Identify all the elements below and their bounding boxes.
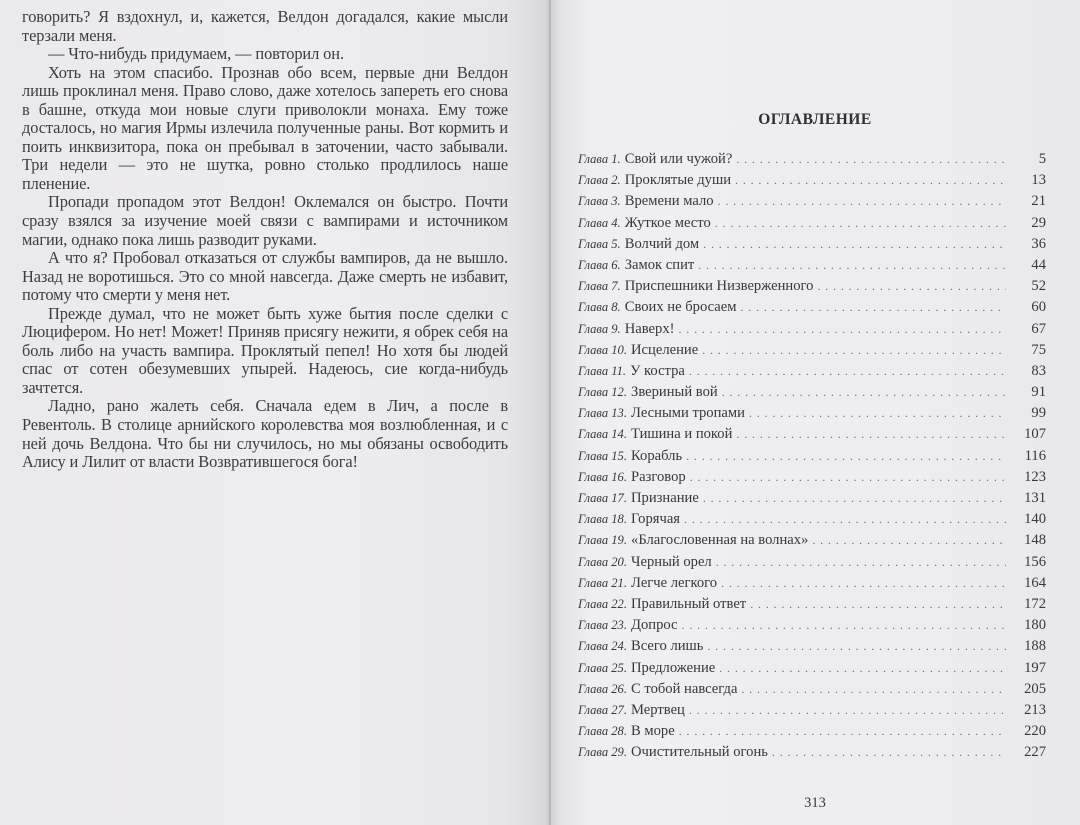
chapter-number: Глава 3. [578,194,621,209]
chapter-title: Своих не бросаем [624,299,737,316]
leader-dots [679,721,1006,742]
leader-dots [703,488,1006,509]
chapter-number: Глава 1. [578,152,621,166]
chapter-title: Черный орел [631,553,712,570]
chapter-page: 83 [1031,362,1046,379]
toc-entry [578,276,1046,297]
chapter-title: С тобой навсегда [631,680,738,697]
leader-dots [735,170,1006,191]
leader-dots [721,573,1006,594]
toc-entry [578,552,1046,573]
chapter-page: 91 [1031,384,1046,401]
chapter-page: 107 [1024,426,1046,443]
chapter-number: Глава 15. [578,448,628,463]
chapter-title: Допрос [631,617,678,634]
toc-entry [578,403,1046,424]
chapter-title: Наверх! [624,320,675,337]
toc-entry [578,615,1046,636]
chapter-title: В море [631,723,675,740]
toc-entry [578,488,1046,509]
leader-dots [703,234,1006,255]
toc-entry [578,297,1046,318]
chapter-number: Глава 22. [578,596,628,611]
chapter-number: Глава 25. [578,660,628,675]
leader-dots [772,742,1006,763]
chapter-page: 213 [1024,701,1046,718]
chapter-number: Глава 5. [578,236,621,251]
chapter-title: Жуткое место [624,214,711,231]
toc-entry [578,700,1046,721]
page-number: 313 [804,795,826,811]
chapter-title: Звериный вой [631,384,718,401]
chapter-page: 116 [1024,447,1046,464]
chapter-page: 29 [1031,214,1046,231]
chapter-title: Очистительный огонь [631,744,768,761]
chapter-page: 205 [1024,680,1046,697]
chapter-title: Горячая [631,511,681,528]
paragraph: А что я? Пробовал отказаться от службы вампиров, да не вышло. Назад не воротишься. Это со мной навсегда. Даже смерть не избавит, потому что смерти у меня нет. [22,248,508,305]
toc-entry [578,255,1046,276]
chapter-title: У костра [630,362,685,379]
chapter-number: Глава 12. [578,385,628,400]
toc-entry [578,573,1046,594]
leader-dots [750,594,1006,615]
toc-entry [578,721,1046,742]
chapter-number: Глава 13. [578,406,628,421]
leader-dots [686,446,1006,467]
chapter-page: 131 [1024,490,1046,506]
paragraph: Ладно, рано жалеть себя. Сначала едем в Лич, а после в Ревентоль. В столице арнийского королевства моя возлюбленная, и с ней дочь Велдона. Что бы ни случилось, но мы обязаны освободить Алису и Лилит от власти Возвратившегося бога! [22,396,508,472]
chapter-title: Предложение [631,659,716,676]
chapter-number: Глава 4. [578,215,621,230]
toc-entry [578,149,1046,170]
chapter-number: Глава 21. [578,575,628,590]
toc-entry [578,509,1046,530]
toc-entry [578,530,1046,551]
leader-dots [682,615,1006,636]
toc-entry [578,361,1046,382]
toc-entry [578,446,1046,467]
chapter-page: 75 [1031,341,1046,358]
chapter-number: Глава 28. [578,724,628,739]
chapter-number: Глава 29. [578,745,628,760]
leader-dots [736,149,1006,170]
chapter-number: Глава 16. [578,469,628,484]
toc-entry [578,213,1046,234]
chapter-page: 21 [1031,193,1046,210]
leader-dots [812,530,1006,551]
toc-entry [578,234,1046,255]
table-of-contents [578,149,1046,763]
chapter-page: 220 [1024,723,1046,740]
chapter-title: Признание [631,490,699,506]
chapter-number: Глава 27. [578,702,628,717]
chapter-number: Глава 20. [578,554,628,569]
leader-dots [707,636,1006,657]
chapter-page: 188 [1024,638,1046,655]
leader-dots [690,467,1006,488]
chapter-title: Исцеление [631,341,699,358]
chapter-page: 123 [1024,468,1046,485]
chapter-number: Глава 17. [578,491,628,505]
chapter-number: Глава 14. [578,427,628,442]
chapter-page: 156 [1024,553,1046,570]
chapter-number: Глава 2. [578,173,621,188]
leader-dots [741,679,1006,700]
leader-dots [689,361,1006,382]
leader-dots [740,297,1006,318]
paragraph: Пропади пропадом этот Велдон! Оклемался он быстро. Почти сразу взялся за изучение моей связи с вампирами и источником магии, однако пока лишь разводит руками. [22,192,508,249]
chapter-title: Разговор [631,468,686,485]
chapter-number: Глава 26. [578,681,628,696]
chapter-title: «Благословенная на волнах» [631,532,809,549]
chapter-title: Замок спит [624,256,695,273]
chapter-number: Глава 8. [578,300,621,315]
leader-dots [689,700,1006,721]
leader-dots [817,276,1006,297]
toc-entry [578,594,1046,615]
chapter-page: 140 [1024,511,1046,528]
paragraph: Хоть на этом спасибо. Прознав обо всем, первые дни Велдон лишь проклинал меня. Право слово, даже хотелось запереть его снова в башне, откуда мои новые слуги приволокли монаха. Ему тоже досталось, но магия Ирмы излечила полученные раны. Вот кормить и поить инквизитора, пока он пребывал в заточении, часто забывали. Три недели — это не шутка, ровно столько продлилось наше пленение. [22,62,508,193]
chapter-title: Корабль [631,447,683,464]
chapter-page: 227 [1024,744,1046,761]
chapter-number: Глава 24. [578,639,628,654]
leader-dots [719,658,1006,679]
chapter-number: Глава 18. [578,512,628,527]
toc-entry [578,191,1046,212]
toc-entry [578,170,1046,191]
leader-dots [702,340,1006,361]
chapter-page: 148 [1024,532,1046,549]
chapter-page: 52 [1031,278,1046,295]
chapter-page: 36 [1031,235,1046,252]
toc-entry [578,636,1046,657]
paragraph: Прежде думал, что не может быть хуже бытия после сделки с Люцифером. Но нет! Может! Приняв присягу нежити, я обрек себя на боль либо на участь вампира. Проклятый пепел! Но хотя бы людей спас от сотен обезумевших упырей. Надеюсь, сие когда-нибудь зачтется. [22,303,508,397]
leader-dots [722,382,1006,403]
chapter-page: 44 [1031,256,1046,273]
chapter-title: Приспешники Низверженного [624,278,814,295]
leader-dots [678,319,1006,340]
chapter-page: 164 [1024,574,1046,591]
chapter-page: 197 [1024,659,1046,676]
chapter-page: 180 [1024,617,1046,634]
toc-entry [578,679,1046,700]
toc-entry [578,658,1046,679]
chapter-title: Проклятые души [624,172,732,189]
chapter-number: Глава 11. [578,363,627,378]
chapter-page: 5 [1038,151,1046,167]
toc-entry [578,382,1046,403]
leader-dots [684,509,1006,530]
chapter-title: Свой или чужой? [624,151,733,167]
chapter-title: Правильный ответ [631,595,747,612]
leader-dots [718,191,1006,212]
toc-entry [578,340,1046,361]
chapter-title: Мертвец [631,701,685,718]
chapter-page: 13 [1031,172,1046,189]
chapter-number: Глава 23. [578,618,628,633]
chapter-number: Глава 6. [578,257,621,272]
chapter-title: Лесными тропами [631,405,745,422]
leader-dots [716,552,1006,573]
toc-entry [578,467,1046,488]
body-text [22,8,508,472]
toc-entry [578,424,1046,445]
chapter-number: Глава 9. [578,321,621,336]
toc-entry [578,742,1046,763]
chapter-title: Времени мало [624,193,714,210]
chapter-title: Легче легкого [631,574,718,591]
leader-dots [698,255,1006,276]
leader-dots [715,213,1006,234]
chapter-page: 60 [1031,299,1046,316]
chapter-title: Всего лишь [631,638,704,655]
chapter-page: 172 [1024,595,1046,612]
paragraph: говорить? Я вздохнул, и, кажется, Велдон догадался, какие мысли терзали меня. [22,7,508,45]
toc-entry [578,319,1046,340]
chapter-page: 99 [1031,405,1046,422]
chapter-page: 67 [1031,320,1046,337]
paragraph: — Что-нибудь придумаем, — повторил он. [48,44,344,64]
toc-heading: ОГЛАВЛЕНИЕ [758,111,872,128]
leader-dots [736,424,1006,445]
chapter-number: Глава 19. [578,533,628,548]
leader-dots [749,403,1006,424]
chapter-number: Глава 10. [578,342,628,357]
chapter-title: Волчий дом [624,235,700,252]
chapter-title: Тишина и покой [631,426,733,443]
chapter-number: Глава 7. [578,279,621,294]
